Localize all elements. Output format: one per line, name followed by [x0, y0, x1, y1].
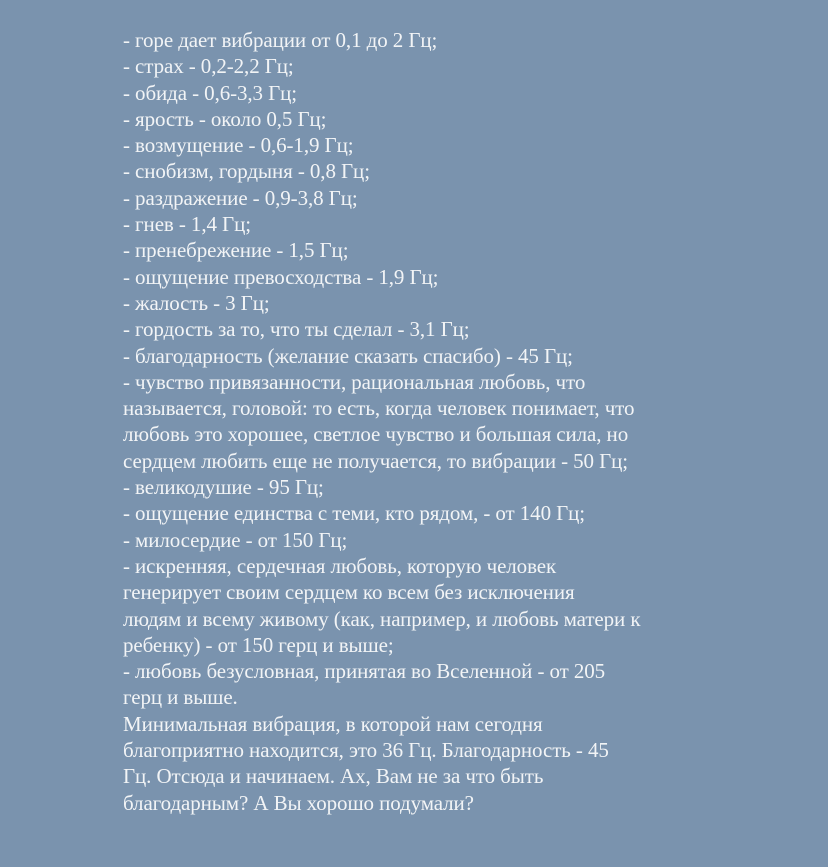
- conclusion-paragraph: [123, 711, 743, 816]
- text-line: - страх - 0,2-2,2 Гц;: [123, 54, 294, 79]
- text-line: - снобизм, гордыня - 0,8 Гц;: [123, 159, 370, 184]
- text-line: ребенку) - от 150 герц и выше;: [123, 632, 394, 657]
- list-item-fear: [123, 53, 743, 79]
- list-item-resentment: [123, 80, 743, 106]
- text-line: Минимальная вибрация, в которой нам сегодня: [123, 711, 543, 736]
- list-item-generosity: [123, 474, 743, 500]
- list-item-rage: [123, 106, 743, 132]
- list-item-disdain: [123, 237, 743, 263]
- text-line: - ощущение единства с теми, кто рядом, - от 140 Гц;: [123, 501, 586, 526]
- text-line: - великодушие - 95 Гц;: [123, 475, 324, 500]
- text-line: - раздражение - 0,9-3,8 Гц;: [123, 185, 358, 210]
- text-line: Гц. Отсюда и начинаем. Ах, Вам не за что быть: [123, 764, 544, 789]
- list-item-sincere-love: [123, 553, 743, 658]
- list-item-superiority: [123, 264, 743, 290]
- text-line: - возмущение - 0,6-1,9 Гц;: [123, 133, 354, 158]
- list-item-irritation: [123, 185, 743, 211]
- text-document: [123, 27, 743, 816]
- text-line: благодарным? А Вы хорошо подумали?: [123, 790, 474, 815]
- text-line: - чувство привязанности, рациональная любовь, что: [123, 369, 586, 394]
- list-item-pride: [123, 316, 743, 342]
- text-line: - благодарность (желание сказать спасибо) - 45 Гц;: [123, 343, 573, 368]
- list-item-snobbery: [123, 158, 743, 184]
- text-line: любовь это хорошее, светлое чувство и большая сила, но: [123, 422, 629, 447]
- vibration-list: [123, 27, 743, 711]
- text-line: - любовь безусловная, принятая во Вселенной - от 205: [123, 659, 606, 684]
- text-line: сердцем любить еще не получается, то вибрации - 50 Гц;: [123, 448, 629, 473]
- list-item-anger: [123, 211, 743, 237]
- list-item-pity: [123, 290, 743, 316]
- text-line: герц и выше.: [123, 685, 238, 710]
- text-line: - пренебрежение - 1,5 Гц;: [123, 238, 349, 263]
- text-line: - гнев - 1,4 Гц;: [123, 212, 251, 237]
- list-item-attachment: [123, 369, 743, 474]
- list-item-unconditional-love: [123, 658, 743, 711]
- text-line: благоприятно находится, это 36 Гц. Благодарность - 45: [123, 738, 609, 763]
- list-item-gratitude: [123, 343, 743, 369]
- text-line: - горе дает вибрации от 0,1 до 2 Гц;: [123, 28, 438, 52]
- text-line: генерирует своим сердцем ко всем без исключения: [123, 580, 575, 605]
- list-item-grief: [123, 27, 743, 53]
- text-line: - ярость - около 0,5 Гц;: [123, 106, 327, 131]
- list-item-unity: [123, 500, 743, 526]
- text-line: людям и всему живому (как, например, и любовь матери к: [123, 606, 641, 631]
- text-line: - жалость - 3 Гц;: [123, 290, 270, 315]
- text-line: - милосердие - от 150 Гц;: [123, 527, 348, 552]
- text-line: - обида - 0,6-3,3 Гц;: [123, 80, 298, 105]
- list-item-indignation: [123, 132, 743, 158]
- text-line: называется, головой: то есть, когда человек понимает, что: [123, 396, 635, 421]
- text-line: - искренняя, сердечная любовь, которую человек: [123, 553, 557, 578]
- list-item-mercy: [123, 527, 743, 553]
- text-line: - ощущение превосходства - 1,9 Гц;: [123, 264, 439, 289]
- text-line: - гордость за то, что ты сделал - 3,1 Гц;: [123, 317, 470, 342]
